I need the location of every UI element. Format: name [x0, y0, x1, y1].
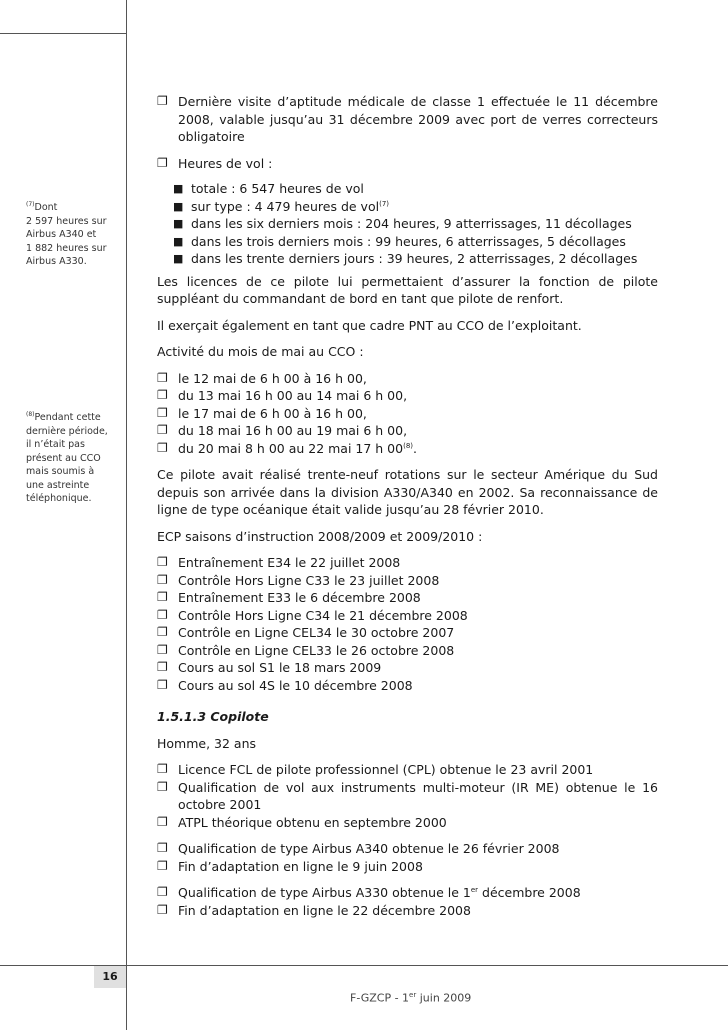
copilot-licences-list [157, 761, 658, 831]
checkbox-bullet-icon: ❐ [157, 841, 168, 855]
list-item: ❐ Qualification de vol aux instruments multi-moteur (IR ME) obtenue le 16 octobre 2001 [157, 779, 658, 812]
list-item: ❐ le 17 mai de 6 h 00 à 16 h 00, [157, 405, 367, 421]
checkbox-bullet-icon: ❐ [157, 423, 168, 437]
paragraph: Il exerçait également en tant que cadre PNT au CCO de l’exploitant. [157, 317, 582, 333]
checkbox-bullet-icon: ❐ [157, 814, 168, 829]
square-bullet-icon: ■ [173, 217, 184, 230]
list-item: ❐ Contrôle Hors Ligne C33 le 23 juillet 2008 [157, 572, 440, 588]
main-text [157, 93, 658, 919]
list-item: ❐ Contrôle en Ligne CEL33 le 26 octobre 2008 [157, 642, 455, 658]
checkbox-bullet-icon: ❐ [157, 94, 168, 108]
paragraph: Ce pilote avait réalisé trente-neuf rotations sur le secteur Amérique du Sud depuis son arrivée dans la division A330/A340 en 2002. Sa reconnaissance de ligne de type océanique était valide jusqu’au 28 février 2010. [157, 467, 658, 517]
checkbox-bullet-icon: ❐ [157, 370, 168, 385]
list-item: ■ dans les trois derniers mois : 99 heures, 6 atterrissages, 5 décollages [173, 233, 626, 249]
paragraph: Homme, 32 ans [157, 735, 257, 751]
list-item: ■ dans les six derniers mois : 204 heures, 9 atterrissages, 11 décollages [173, 216, 632, 231]
square-bullet-icon: ■ [173, 182, 184, 195]
list-item: ❐ Qualification de type Airbus A330 obtenue le 1er décembre 2008 [157, 885, 581, 900]
footer-reference: F-GZCP - 1er juin 2009 [350, 991, 472, 1005]
list-item: ❐ Contrôle Hors Ligne C34 le 21 décembre 2008 [157, 607, 468, 623]
checkbox-bullet-icon: ❐ [157, 555, 168, 569]
paragraph: Activité du mois de mai au CCO : [157, 344, 364, 359]
copilot-a340-list [157, 840, 658, 875]
list-item: ❐ Cours au sol S1 le 18 mars 2009 [157, 660, 382, 675]
paragraph: ECP saisons d’instruction 2008/2009 et 2009/2010 : [157, 528, 483, 544]
list-item: ❐ Heures de vol : [157, 155, 273, 171]
paragraph: Les licences de ce pilote lui permettaient d’assurer la fonction de pilote suppléant du commandant de bord en tant que pilote de renfort. [157, 273, 658, 306]
sidenote-7: $^{(7)}$Dont 2 597 heures sur Airbus A340 et 1 882 heures sur Airbus A330. [26, 201, 107, 267]
list-item: ❐ Entraînement E33 le 6 décembre 2008 [157, 590, 421, 605]
checkbox-bullet-icon: ❐ [157, 440, 168, 455]
list-item: ❐ Licence FCL de pilote professionnel (CPL) obtenue le 23 avril 2001 [157, 762, 594, 777]
checkbox-bullet-icon: ❐ [157, 388, 168, 402]
copilot-a330-list [157, 884, 658, 919]
margin-rule [126, 0, 127, 1030]
list-item: ❐ Fin d’adaptation en ligne le 9 juin 2008 [157, 858, 423, 874]
list-item: ❐ Qualification de type Airbus A340 obtenue le 26 février 2008 [157, 841, 560, 856]
list-item: ❐ Cours au sol 4S le 10 décembre 2008 [157, 677, 413, 693]
checkbox-bullet-icon: ❐ [157, 779, 168, 794]
square-bullet-icon: ■ [173, 199, 184, 213]
checkbox-bullet-icon: ❐ [157, 885, 168, 899]
square-bullet-icon: ■ [173, 252, 184, 265]
ecp-list [157, 554, 658, 694]
list-item: ❐ du 20 mai 8 h 00 au 22 mai 17 h 00$^{(8)}$. [157, 440, 417, 456]
checkbox-bullet-icon: ❐ [157, 902, 168, 917]
checkbox-bullet-icon: ❐ [157, 572, 168, 587]
checkbox-bullet-icon: ❐ [157, 677, 168, 692]
list-item: ❐ Fin d’adaptation en ligne le 22 décembre 2008 [157, 902, 471, 918]
page-number: 16 [94, 966, 126, 988]
activity-list [157, 370, 658, 458]
checkbox-bullet-icon: ❐ [157, 607, 168, 622]
checkbox-bullet-icon: ❐ [157, 625, 168, 639]
list-item: ■ sur type : 4 479 heures de vol$^{(7)}$ [173, 198, 390, 214]
square-bullet-icon: ■ [173, 234, 184, 248]
top-rule [0, 33, 126, 34]
checkbox-bullet-icon: ❐ [157, 660, 168, 674]
checkbox-bullet-icon: ❐ [157, 405, 168, 420]
list-item: ❐ du 18 mai 16 h 00 au 19 mai 6 h 00, [157, 423, 408, 438]
checkbox-bullet-icon: ❐ [157, 858, 168, 873]
checkbox-bullet-icon: ❐ [157, 762, 168, 776]
flight-hours-list [157, 180, 658, 268]
list-item: ■ totale : 6 547 heures de vol [173, 181, 364, 196]
sidenote-8: $^{(8)}$Pendant cette dernière période, il n’était pas présent au CCO mais soumis à une astreinte téléphonique. [26, 411, 108, 504]
list-item: ■ dans les trente derniers jours : 39 heures, 2 atterrissages, 2 décollages [173, 251, 638, 266]
checkbox-bullet-icon: ❐ [157, 590, 168, 604]
list-item: ❐ ATPL théorique obtenu en septembre 2000 [157, 814, 447, 830]
checkbox-bullet-icon: ❐ [157, 155, 168, 170]
list-item: ❐ Contrôle en Ligne CEL34 le 30 octobre 2007 [157, 625, 455, 640]
checkbox-bullet-icon: ❐ [157, 642, 168, 657]
list-item: ❐ du 13 mai 16 h 00 au 14 mai 6 h 00, [157, 388, 408, 403]
list-item: ❐ le 12 mai de 6 h 00 à 16 h 00, [157, 370, 367, 386]
section-heading: 1.5.1.3 Copilote [157, 709, 269, 724]
list-item: ❐ Entraînement E34 le 22 juillet 2008 [157, 555, 401, 570]
list-item: ❐ Dernière visite d’aptitude médicale de classe 1 effectuée le 11 décembre 2008, valable jusqu’au 31 décembre 2009 avec port de verres correcteurs obligatoire [157, 94, 658, 144]
